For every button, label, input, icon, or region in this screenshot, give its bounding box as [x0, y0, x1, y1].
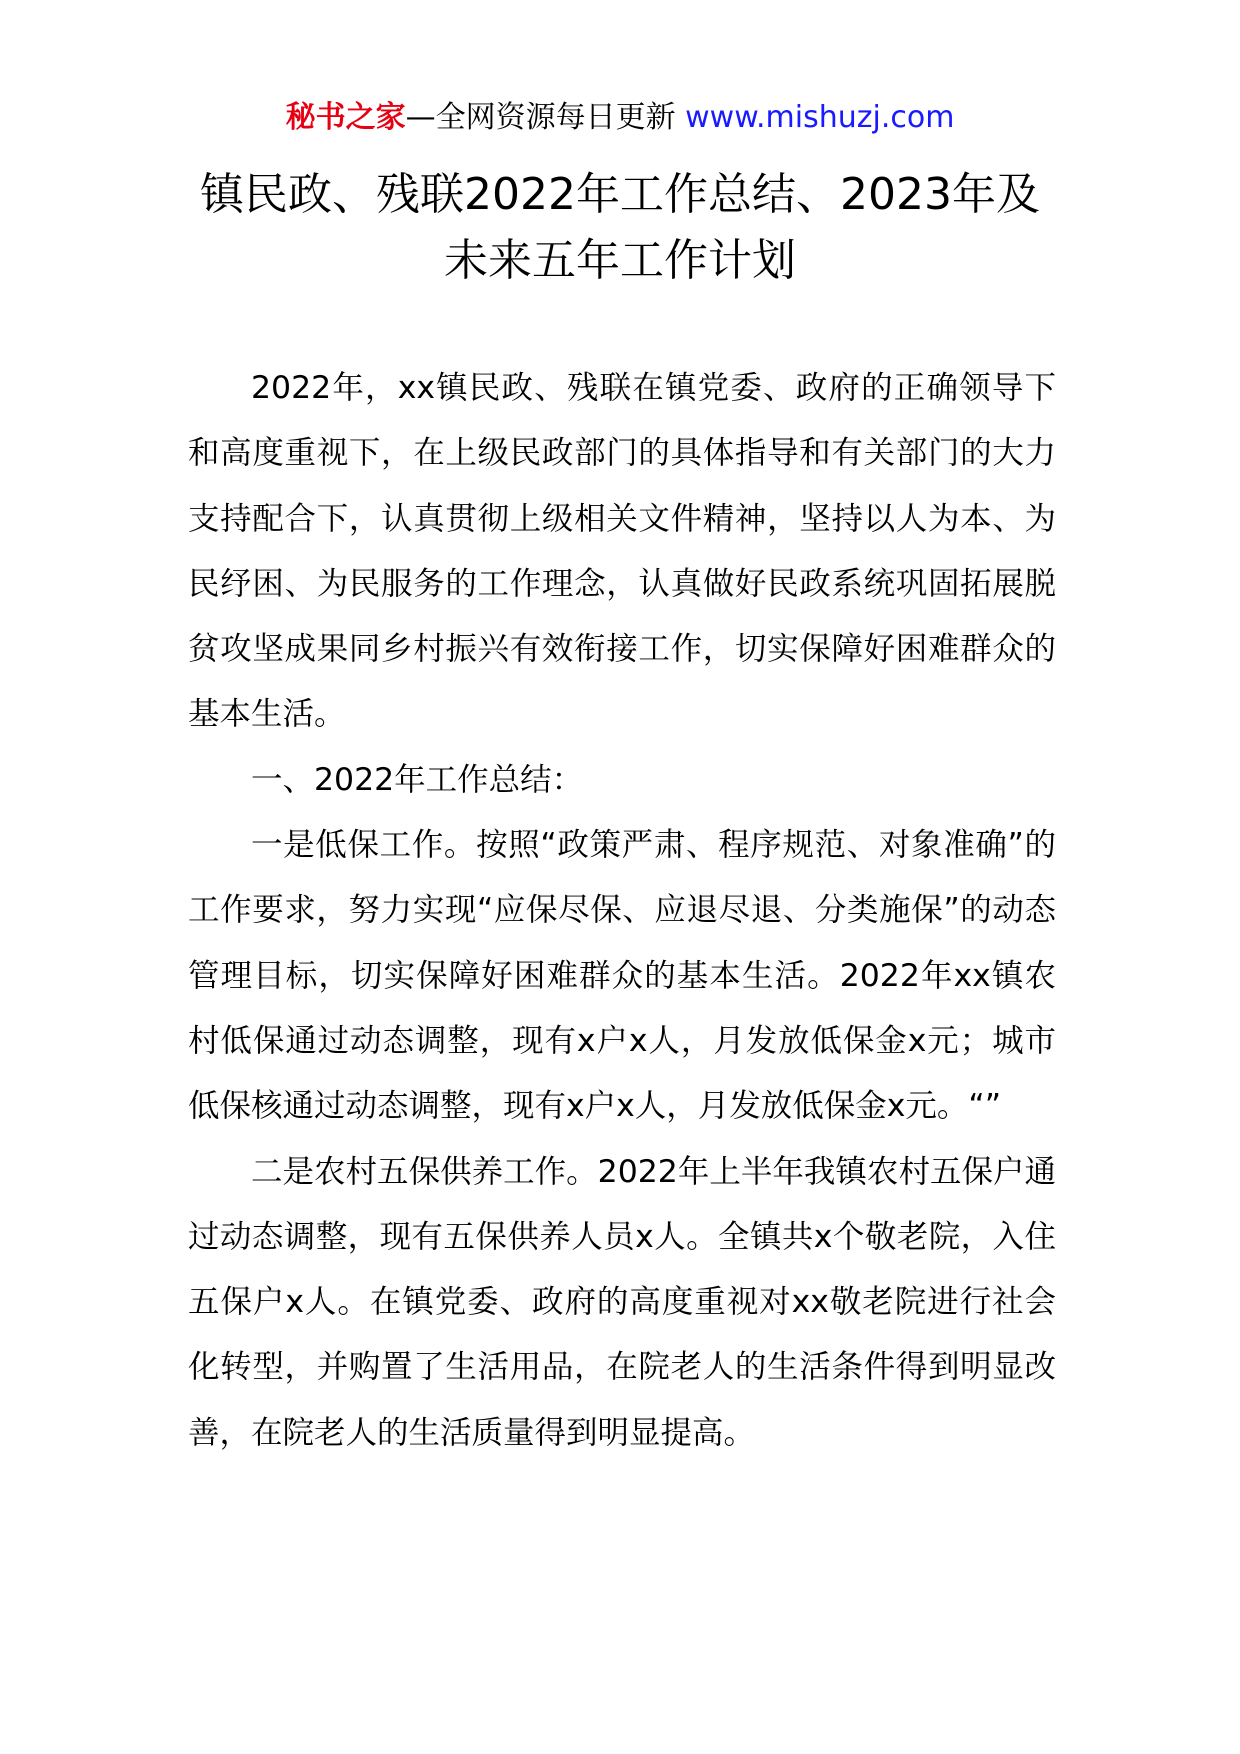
paragraph-intro: 2022年，xx镇民政、残联在镇党委、政府的正确领导下和高度重视下，在上级民政部门的具体指导和有关部门的大力支持配合下，认真贯彻上级相关文件精神，坚持以人为本、为民纾困、为民服务的工作理念，认真做好民政系统巩固拓展脱贫攻坚成果同乡村振兴有效衔接工作，切实保障好困难群众的基本生活。 [188, 370, 1056, 733]
site-url-link[interactable]: www.mishuzj.com [685, 100, 955, 135]
paragraph-subsistence-allowance: 一是低保工作。按照“政策严肃、程序规范、对象准确”的工作要求，努力实现“应保尽保、应退尽退、分类施保”的动态管理目标，切实保障好困难群众的基本生活。2022年xx镇农村低保通过动态调整，现有x户x人，月发放低保金x元；城市低保核通过动态调整，现有x户x人，月发放低保金x元。“” [188, 827, 1056, 1125]
title-line-1: 镇民政、残联2022年工作总结、2023年及 [200, 169, 1040, 220]
header-slogan: —全网资源每日更新 [405, 100, 686, 135]
section-heading: 一、2022年工作总结： [251, 761, 584, 798]
document-title [150, 162, 1090, 294]
brand-name: 秘书之家 [285, 100, 406, 135]
site-header [0, 98, 1240, 138]
document-body [188, 356, 1056, 1466]
title-line-2: 未来五年工作计划 [444, 235, 796, 286]
paragraph-five-guarantees: 二是农村五保供养工作。2022年上半年我镇农村五保户通过动态调整，现有五保供养人员x人。全镇共x个敬老院，入住五保户x人。在镇党委、政府的高度重视对xx敬老院进行社会化转型，并购置了生活用品，在院老人的生活条件得到明显改善，在院老人的生活质量得到明显提高。 [188, 1153, 1056, 1451]
